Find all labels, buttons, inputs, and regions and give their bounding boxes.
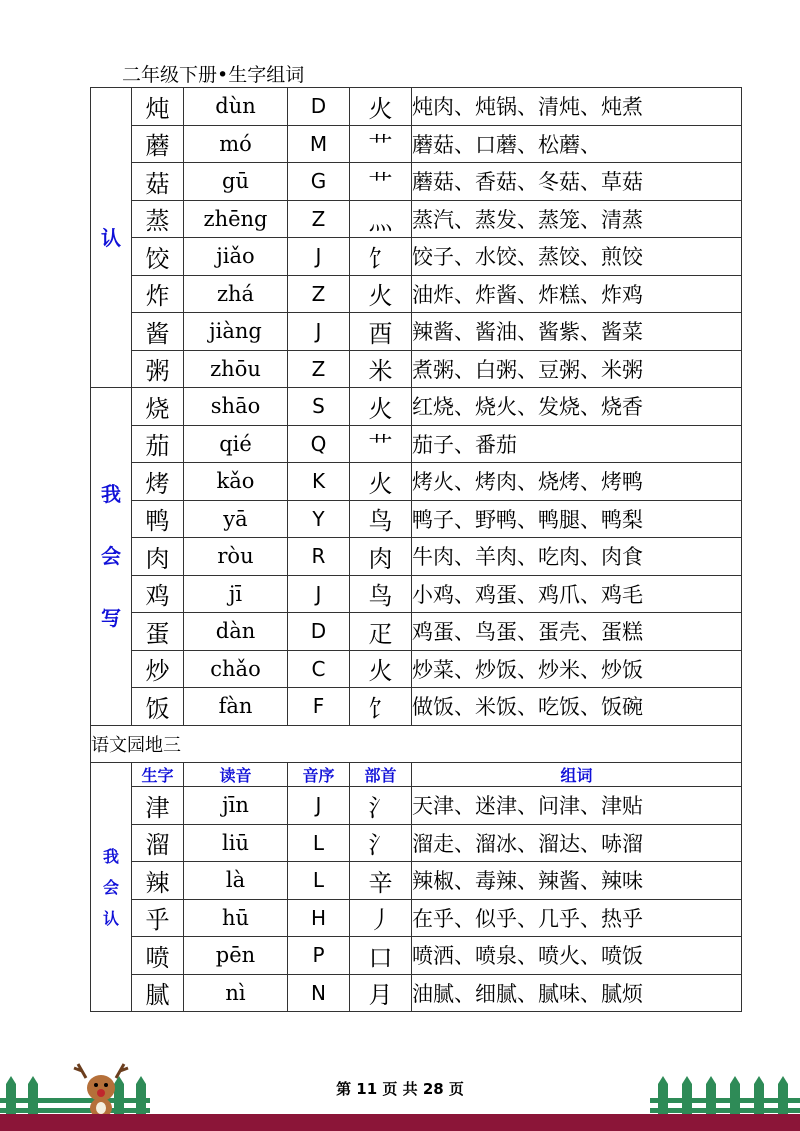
pinyin-cell: mó: [184, 125, 288, 163]
words-cell: 小鸡、鸡蛋、鸡爪、鸡毛: [412, 575, 742, 613]
pinyin-cell: gū: [184, 163, 288, 201]
pinyin-cell: kǎo: [184, 463, 288, 501]
char-cell: 喷: [132, 937, 184, 975]
pinyin-cell: jiàng: [184, 313, 288, 351]
section-label-text: 我会认: [103, 846, 120, 928]
table-row: [91, 463, 742, 501]
section-label: [91, 763, 132, 1012]
pinyin-cell: là: [184, 862, 288, 900]
words-cell: 辣酱、酱油、酱紫、酱菜: [412, 313, 742, 351]
letter-cell: L: [288, 824, 350, 862]
radical-cell: 丿: [350, 899, 412, 937]
table-row: [91, 862, 742, 900]
char-cell: 鸭: [132, 500, 184, 538]
header-letter: 音序: [288, 763, 350, 787]
pinyin-cell: jīn: [184, 787, 288, 825]
pinyin-cell: dùn: [184, 88, 288, 126]
words-cell: 油炸、炸酱、炸糕、炸鸡: [412, 275, 742, 313]
pinyin-cell: pēn: [184, 937, 288, 975]
radical-cell: 鸟: [350, 500, 412, 538]
radical-cell: 火: [350, 388, 412, 426]
char-cell: 饺: [132, 238, 184, 276]
radical-cell: 火: [350, 275, 412, 313]
words-cell: 煮粥、白粥、豆粥、米粥: [412, 350, 742, 388]
table-row: [91, 425, 742, 463]
pinyin-cell: dàn: [184, 613, 288, 651]
header-pinyin: 读音: [184, 763, 288, 787]
reindeer-icon: [66, 1058, 136, 1118]
words-cell: 鸭子、野鸭、鸭腿、鸭梨: [412, 500, 742, 538]
table-row: [91, 650, 742, 688]
letter-cell: J: [288, 787, 350, 825]
words-cell: 辣椒、毒辣、辣酱、辣味: [412, 862, 742, 900]
letter-cell: D: [288, 613, 350, 651]
radical-cell: 酉: [350, 313, 412, 351]
radical-cell: 米: [350, 350, 412, 388]
letter-cell: J: [288, 313, 350, 351]
radical-cell: 火: [350, 463, 412, 501]
letter-cell: F: [288, 688, 350, 726]
char-cell: 辣: [132, 862, 184, 900]
garden-title-row: [91, 725, 742, 763]
radical-cell: 灬: [350, 200, 412, 238]
char-cell: 菇: [132, 163, 184, 201]
footer-band: [0, 1114, 800, 1131]
letter-cell: R: [288, 538, 350, 576]
letter-cell: Y: [288, 500, 350, 538]
radical-cell: 口: [350, 937, 412, 975]
words-cell: 天津、迷津、问津、津贴: [412, 787, 742, 825]
vocab-table: [90, 87, 742, 1012]
letter-cell: N: [288, 974, 350, 1012]
radical-cell: 艹: [350, 163, 412, 201]
letter-cell: M: [288, 125, 350, 163]
pinyin-cell: nì: [184, 974, 288, 1012]
section-label: [91, 388, 132, 726]
letter-cell: J: [288, 238, 350, 276]
letter-cell: Z: [288, 350, 350, 388]
fence-right-icon: [650, 1062, 800, 1117]
pinyin-cell: zhōu: [184, 350, 288, 388]
char-cell: 烤: [132, 463, 184, 501]
words-cell: 溜走、溜冰、溜达、哧溜: [412, 824, 742, 862]
section-label-text: 我会写: [101, 482, 121, 631]
table-row: [91, 899, 742, 937]
words-cell: 饺子、水饺、蒸饺、煎饺: [412, 238, 742, 276]
pinyin-cell: qié: [184, 425, 288, 463]
char-cell: 溜: [132, 824, 184, 862]
char-cell: 蒸: [132, 200, 184, 238]
words-cell: 茄子、番茄: [412, 425, 742, 463]
table-row: [91, 937, 742, 975]
table-row: [91, 824, 742, 862]
words-cell: 炒菜、炒饭、炒米、炒饭: [412, 650, 742, 688]
letter-cell: C: [288, 650, 350, 688]
char-cell: 烧: [132, 388, 184, 426]
char-cell: 肉: [132, 538, 184, 576]
words-cell: 红烧、烧火、发烧、烧香: [412, 388, 742, 426]
letter-cell: Z: [288, 200, 350, 238]
header-words: 组词: [412, 763, 742, 787]
table-row: [91, 974, 742, 1012]
char-cell: 蛋: [132, 613, 184, 651]
words-cell: 在乎、似乎、几乎、热乎: [412, 899, 742, 937]
pinyin-cell: jiǎo: [184, 238, 288, 276]
radical-cell: 火: [350, 88, 412, 126]
words-cell: 油腻、细腻、腻味、腻烦: [412, 974, 742, 1012]
table-row: [91, 88, 742, 126]
char-cell: 炒: [132, 650, 184, 688]
letter-cell: D: [288, 88, 350, 126]
table-row: [91, 125, 742, 163]
letter-cell: H: [288, 899, 350, 937]
char-cell: 粥: [132, 350, 184, 388]
table-row: [91, 575, 742, 613]
letter-cell: L: [288, 862, 350, 900]
radical-cell: 疋: [350, 613, 412, 651]
radical-cell: 火: [350, 650, 412, 688]
letter-cell: J: [288, 575, 350, 613]
table-row: [91, 275, 742, 313]
char-cell: 茄: [132, 425, 184, 463]
letter-cell: Z: [288, 275, 350, 313]
letter-cell: Q: [288, 425, 350, 463]
header-char: 生字: [132, 763, 184, 787]
pinyin-cell: jī: [184, 575, 288, 613]
char-cell: 津: [132, 787, 184, 825]
pinyin-cell: hū: [184, 899, 288, 937]
letter-cell: P: [288, 937, 350, 975]
pinyin-cell: fàn: [184, 688, 288, 726]
char-cell: 鸡: [132, 575, 184, 613]
words-cell: 做饭、米饭、吃饭、饭碗: [412, 688, 742, 726]
table-row: [91, 688, 742, 726]
words-cell: 牛肉、羊肉、吃肉、肉食: [412, 538, 742, 576]
words-cell: 喷洒、喷泉、喷火、喷饭: [412, 937, 742, 975]
char-cell: 饭: [132, 688, 184, 726]
page-number: 第 11 页 共 28 页: [336, 1080, 464, 1098]
radical-cell: 艹: [350, 125, 412, 163]
section-label-text: 认: [101, 225, 121, 250]
pinyin-cell: zhá: [184, 275, 288, 313]
radical-cell: 饣: [350, 688, 412, 726]
char-cell: 乎: [132, 899, 184, 937]
radical-cell: 氵: [350, 787, 412, 825]
words-cell: 蒸汽、蒸发、蒸笼、清蒸: [412, 200, 742, 238]
char-cell: 腻: [132, 974, 184, 1012]
radical-cell: 月: [350, 974, 412, 1012]
garden-title: 语文园地三: [91, 725, 742, 763]
words-cell: 蘑菇、口蘑、松蘑、: [412, 125, 742, 163]
radical-cell: 饣: [350, 238, 412, 276]
table-row: [91, 500, 742, 538]
radical-cell: 艹: [350, 425, 412, 463]
pinyin-cell: zhēng: [184, 200, 288, 238]
letter-cell: S: [288, 388, 350, 426]
table-row: [91, 538, 742, 576]
table-row: [91, 388, 742, 426]
table-row: [91, 163, 742, 201]
header-row: [91, 763, 742, 787]
table-row: [91, 350, 742, 388]
section-label: [91, 88, 132, 388]
radical-cell: 辛: [350, 862, 412, 900]
words-cell: 蘑菇、香菇、冬菇、草菇: [412, 163, 742, 201]
table-row: [91, 787, 742, 825]
pinyin-cell: ròu: [184, 538, 288, 576]
char-cell: 酱: [132, 313, 184, 351]
table-row: [91, 200, 742, 238]
radical-cell: 氵: [350, 824, 412, 862]
words-cell: 炖肉、炖锅、清炖、炖煮: [412, 88, 742, 126]
pinyin-cell: shāo: [184, 388, 288, 426]
pinyin-cell: liū: [184, 824, 288, 862]
table-row: [91, 613, 742, 651]
char-cell: 炸: [132, 275, 184, 313]
letter-cell: K: [288, 463, 350, 501]
pinyin-cell: chǎo: [184, 650, 288, 688]
page-title: 二年级下册•生字组词: [122, 64, 305, 86]
table-row: [91, 313, 742, 351]
words-cell: 鸡蛋、鸟蛋、蛋壳、蛋糕: [412, 613, 742, 651]
table-row: [91, 238, 742, 276]
char-cell: 蘑: [132, 125, 184, 163]
letter-cell: G: [288, 163, 350, 201]
radical-cell: 肉: [350, 538, 412, 576]
pinyin-cell: yā: [184, 500, 288, 538]
char-cell: 炖: [132, 88, 184, 126]
radical-cell: 鸟: [350, 575, 412, 613]
header-radical: 部首: [350, 763, 412, 787]
words-cell: 烤火、烤肉、烧烤、烤鸭: [412, 463, 742, 501]
